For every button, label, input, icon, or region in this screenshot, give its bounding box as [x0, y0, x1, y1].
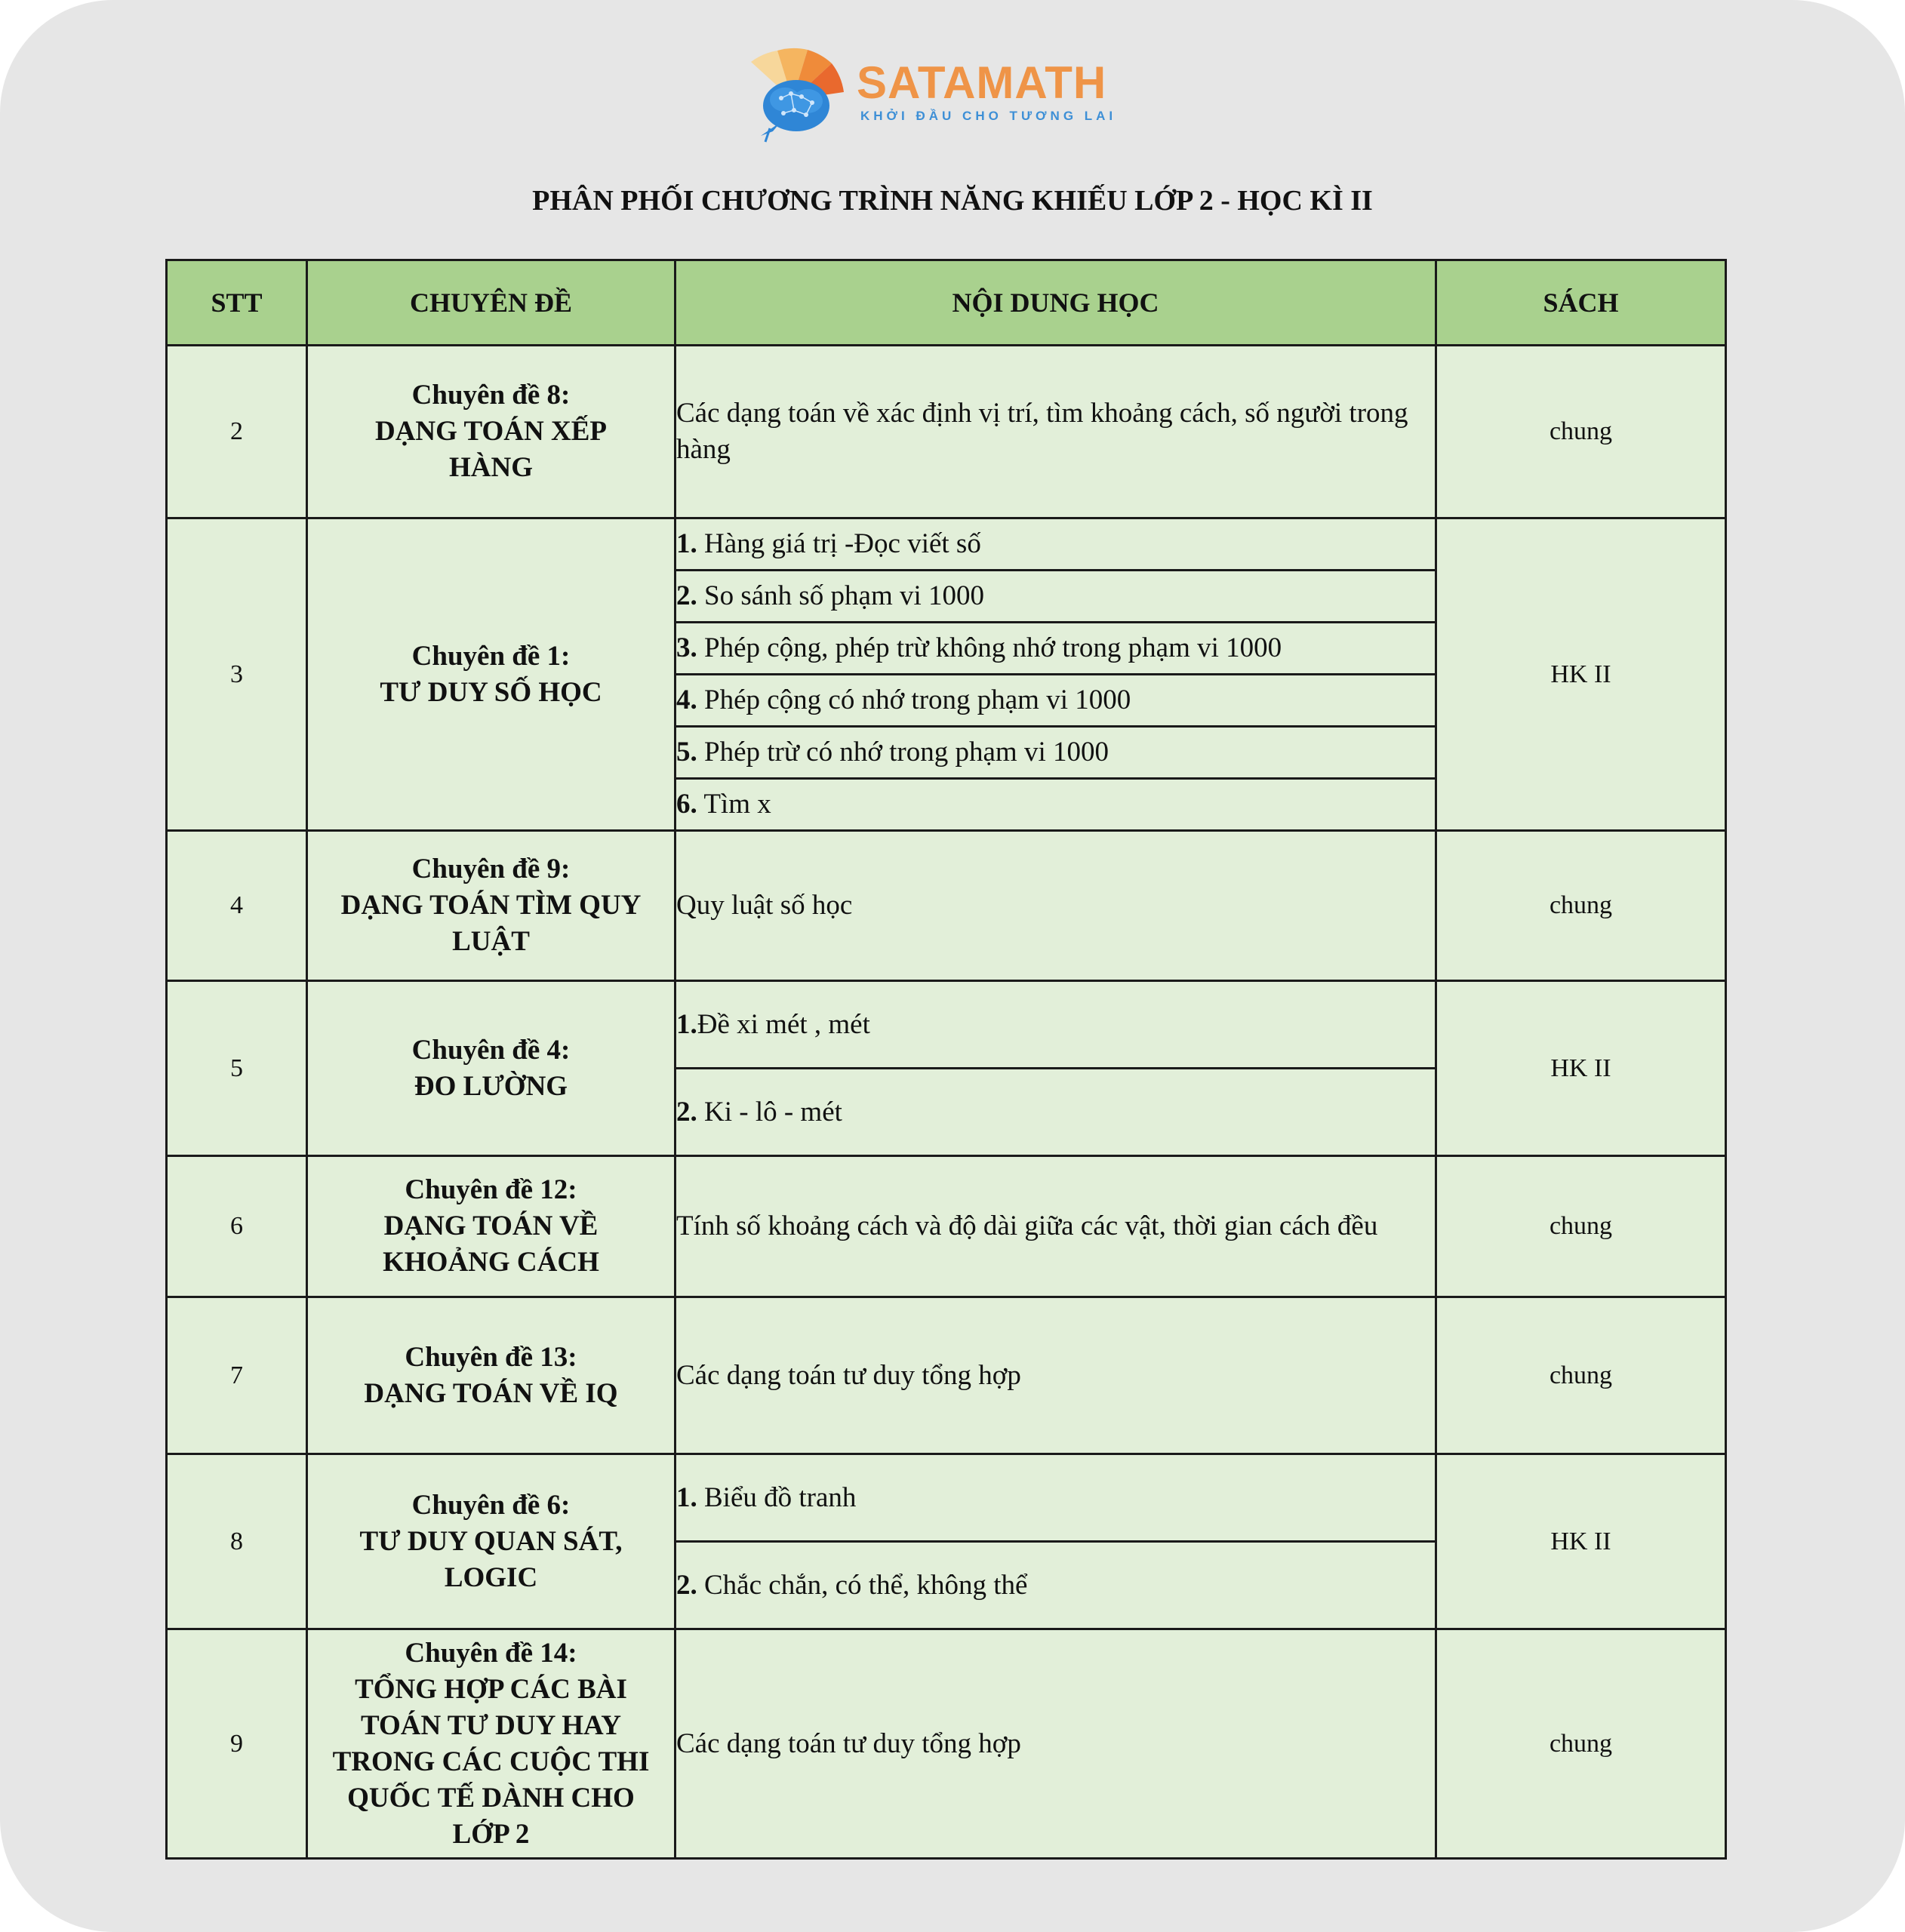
stt-cell: 7 — [167, 1297, 307, 1454]
topic-label: Chuyên đề 1: — [411, 640, 571, 672]
brain-bulb-icon — [747, 47, 845, 145]
topic-label: Chuyên đề 13: — [405, 1341, 577, 1373]
content-item: 1.Đề xi mét , mét — [676, 981, 1436, 1069]
topic-cell — [307, 1454, 676, 1629]
topic-cell — [307, 1297, 676, 1454]
content-cell: Các dạng toán tư duy tổng hợp — [676, 1629, 1436, 1859]
page-title: PHÂN PHỐI CHƯƠNG TRÌNH NĂNG KHIẾU LỚP 2 - HỌC KÌ II — [532, 185, 1373, 217]
book-cell: chung — [1436, 1156, 1726, 1297]
topic-name: DẠNG TOÁN VỀ KHOẢNG CÁCH — [383, 1211, 599, 1278]
topic-name: DẠNG TOÁN TÌM QUY LUẬT — [340, 890, 642, 957]
satamath-logo — [747, 47, 1140, 145]
table-row — [167, 1156, 1726, 1297]
header-content: NỘI DUNG HỌC — [676, 260, 1436, 346]
topic-name: ĐO LƯỜNG — [414, 1070, 568, 1102]
table-header-row — [167, 260, 1726, 346]
book-cell: chung — [1436, 831, 1726, 981]
content-cell: Tính số khoảng cách và độ dài giữa các vật, thời gian cách đều — [676, 1156, 1436, 1297]
brand-tagline: KHỞI ĐẦU CHO TƯƠNG LAI — [860, 109, 1117, 123]
stt-cell: 2 — [167, 346, 307, 518]
book-cell: HK II — [1436, 981, 1726, 1156]
table-row — [167, 1297, 1726, 1454]
content-item: 2. Ki - lô - mét — [676, 1069, 1436, 1156]
topic-cell — [307, 518, 676, 831]
topic-cell — [307, 1156, 676, 1297]
topic-name: DẠNG TOÁN VỀ IQ — [364, 1377, 618, 1409]
topic-cell — [307, 831, 676, 981]
topic-name: DẠNG TOÁN XẾP HÀNG — [374, 416, 607, 483]
content-item: 2. So sánh số phạm vi 1000 — [676, 571, 1436, 623]
table-row — [167, 981, 1726, 1069]
table-row — [167, 346, 1726, 518]
stt-cell: 4 — [167, 831, 307, 981]
content-item: 4. Phép cộng có nhớ trong phạm vi 1000 — [676, 675, 1436, 727]
book-cell: chung — [1436, 346, 1726, 518]
content-cell: Các dạng toán tư duy tổng hợp — [676, 1297, 1436, 1454]
header-topic: CHUYÊN ĐỀ — [307, 260, 676, 346]
stt-cell: 3 — [167, 518, 307, 831]
content-item: 5. Phép trừ có nhớ trong phạm vi 1000 — [676, 727, 1436, 779]
topic-name: TƯ DUY QUAN SÁT, LOGIC — [359, 1525, 623, 1593]
content-cell: Quy luật số học — [676, 831, 1436, 981]
stt-cell: 9 — [167, 1629, 307, 1859]
topic-cell — [307, 1629, 676, 1859]
book-cell: chung — [1436, 1297, 1726, 1454]
stt-cell: 8 — [167, 1454, 307, 1629]
table-row — [167, 1454, 1726, 1542]
topic-label: Chuyên đề 8: — [411, 380, 571, 411]
content-cell: Các dạng toán về xác định vị trí, tìm khoảng cách, số người trong hàng — [676, 346, 1436, 518]
program-table — [165, 259, 1727, 1860]
topic-label: Chuyên đề 4: — [411, 1034, 571, 1066]
table-row — [167, 1629, 1726, 1859]
table-row — [167, 518, 1726, 571]
book-cell: HK II — [1436, 1454, 1726, 1629]
topic-label: Chuyên đề 6: — [411, 1489, 571, 1521]
header-stt: STT — [167, 260, 307, 346]
topic-cell — [307, 346, 676, 518]
brand-name: SATAMATH — [857, 57, 1107, 108]
topic-label: Chuyên đề 12: — [405, 1174, 577, 1205]
content-item: 6. Tìm x — [676, 779, 1436, 831]
topic-label: Chuyên đề 9: — [411, 854, 571, 884]
book-cell: HK II — [1436, 518, 1726, 831]
stt-cell: 6 — [167, 1156, 307, 1297]
content-item: 2. Chắc chắn, có thể, không thể — [676, 1542, 1436, 1629]
content-item: 1. Biểu đồ tranh — [676, 1454, 1436, 1542]
topic-name: TỔNG HỢP CÁC BÀI TOÁN TƯ DUY HAY TRONG CÁC CUỘC THI QUỐC TẾ DÀNH CHO LỚP 2 — [332, 1673, 650, 1850]
content-item: 3. Phép cộng, phép trừ không nhớ trong phạm vi 1000 — [676, 623, 1436, 675]
content-item: 1. Hàng giá trị -Đọc viết số — [676, 518, 1436, 571]
header-book: SÁCH — [1436, 260, 1726, 346]
stt-cell: 5 — [167, 981, 307, 1156]
topic-label: Chuyên đề 14: — [405, 1637, 577, 1669]
book-cell: chung — [1436, 1629, 1726, 1859]
topic-cell — [307, 981, 676, 1156]
table-row — [167, 831, 1726, 981]
topic-name: TƯ DUY SỐ HỌC — [380, 676, 602, 708]
